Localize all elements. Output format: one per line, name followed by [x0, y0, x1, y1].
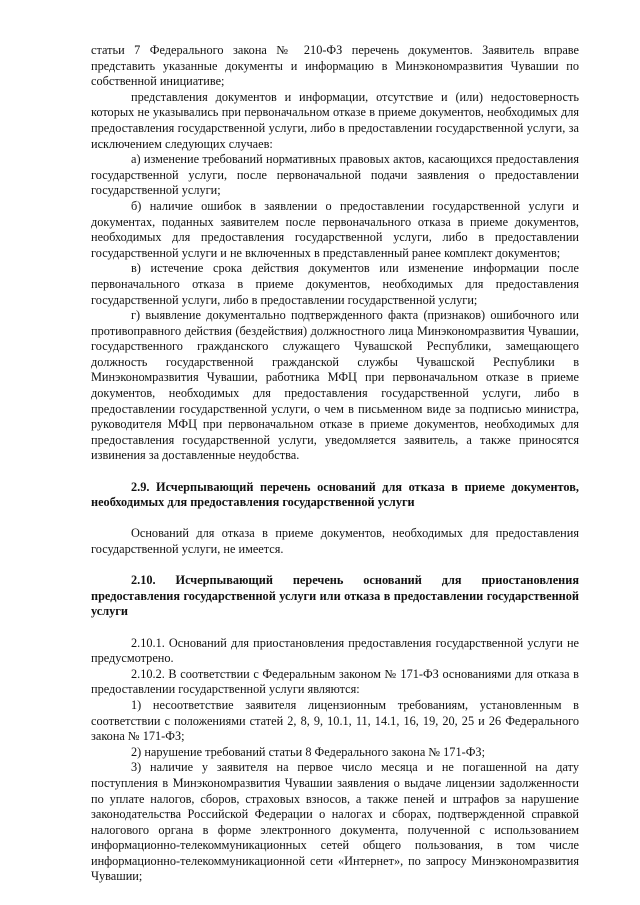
list-item-3: 3) наличие у заявителя на первое число месяца и не погашенной на дату поступления в Минэкономразвития Чувашии заявления о выдаче лицензии задолженности по уплате налогов, сборов, страховых взносов, а также пеней и штрафов за нарушение законодательства Российской Федерации о налогах и сборах, подтвержденной справкой налогового органа в форме электронного документа, полученной с использованием информационно-телекоммуникационных сетей общего пользования, в том числе информационно-телекоммуникационной сети «Интернет», по запросу Минэкономразвития Чувашии;: [91, 760, 579, 884]
paragraph-continuation: статьи 7 Федерального закона № 210-ФЗ перечень документов. Заявитель вправе представить указанные документы и информацию в Минэкономразвития Чувашии по собственной инициативе;: [91, 43, 579, 89]
list-item-2: 2) нарушение требований статьи 8 Федерального закона № 171-ФЗ;: [131, 744, 485, 759]
list-item-1: 1) несоответствие заявителя лицензионным требованиям, установленным в соответствии с положениями статей 2, 8, 9, 10.1, 11, 14.1, 16, 19, 20, 25 и 26 Федерального закона № 171-ФЗ;: [91, 697, 579, 744]
section-2-9-text: Оснований для отказа в приеме документов, необходимых для предоставления государственной услуги, не имеется.: [91, 526, 579, 556]
list-item-a: а) изменение требований нормативных правовых актов, касающихся предоставления государственной услуги, после первоначальной подачи заявления о предоставлении государственной услуги;: [91, 152, 579, 198]
spacer: [91, 620, 579, 636]
paragraph-2-10-2: 2.10.2. В соответствии с Федеральным законом № 171-ФЗ основаниями для отказа в предоставлении государственной услуги являются:: [91, 666, 579, 697]
section-heading-2-10: 2.10. Исчерпывающий перечень оснований для приостановления предоставления государственной услуги или отказа в предоставлении государственной услуги: [91, 573, 579, 619]
section-heading-2-9: 2.9. Исчерпывающий перечень оснований для отказа в приеме документов, необходимых для предоставления государственной услуги: [91, 479, 579, 510]
spacer: [91, 464, 579, 480]
document-page: [91, 43, 579, 885]
spacer: [91, 511, 579, 527]
list-item-g: г) выявление документально подтвержденного факта (признаков) ошибочного или противоправного действия (бездействия) должностного лица Минэкономразвития Чувашии, государственного гражданского служащего Чувашской Республики, замещающего должность государственной гражданской службы Чувашской Республики в Минэкономразвития Чувашии, работника МФЦ при первоначальном отказе в приеме документов, необходимых для предоставления государственной услуги, либо в предоставлении государственной услуги, о чем в письменном виде за подписью министра, руководителя МФЦ при первоначальном отказе в приеме документов, необходимых для предоставления государственной услуги, уведомляется заявитель, а также приносятся извинения за доставленные неудобства.: [91, 308, 579, 463]
paragraph-exception-intro: представления документов и информации, отсутствие и (или) недостоверность которых не указывались при первоначальном отказе в приеме документов, необходимых для предоставления государственной услуги, либо в предоставлении государственной услуги, за исключением следующих случаев:: [91, 89, 579, 151]
list-item-v: в) истечение срока действия документов или изменение информации после первоначального отказа в приеме документов, необходимых для предоставления государственной услуги, либо в предоставлении государственной услуги;: [91, 261, 579, 307]
paragraph-2-10-1: 2.10.1. Оснований для приостановления предоставления государственной услуги не предусмотрено.: [91, 635, 579, 666]
list-item-b: б) наличие ошибок в заявлении о предоставлении государственной услуги и документах, поданных заявителем после первоначального отказа в приеме документов, необходимых для предоставления государственной услуги, либо в предоставлении государственной услуги и не включенных в представленный ранее комплект документов;: [91, 198, 579, 260]
spacer: [91, 558, 579, 574]
